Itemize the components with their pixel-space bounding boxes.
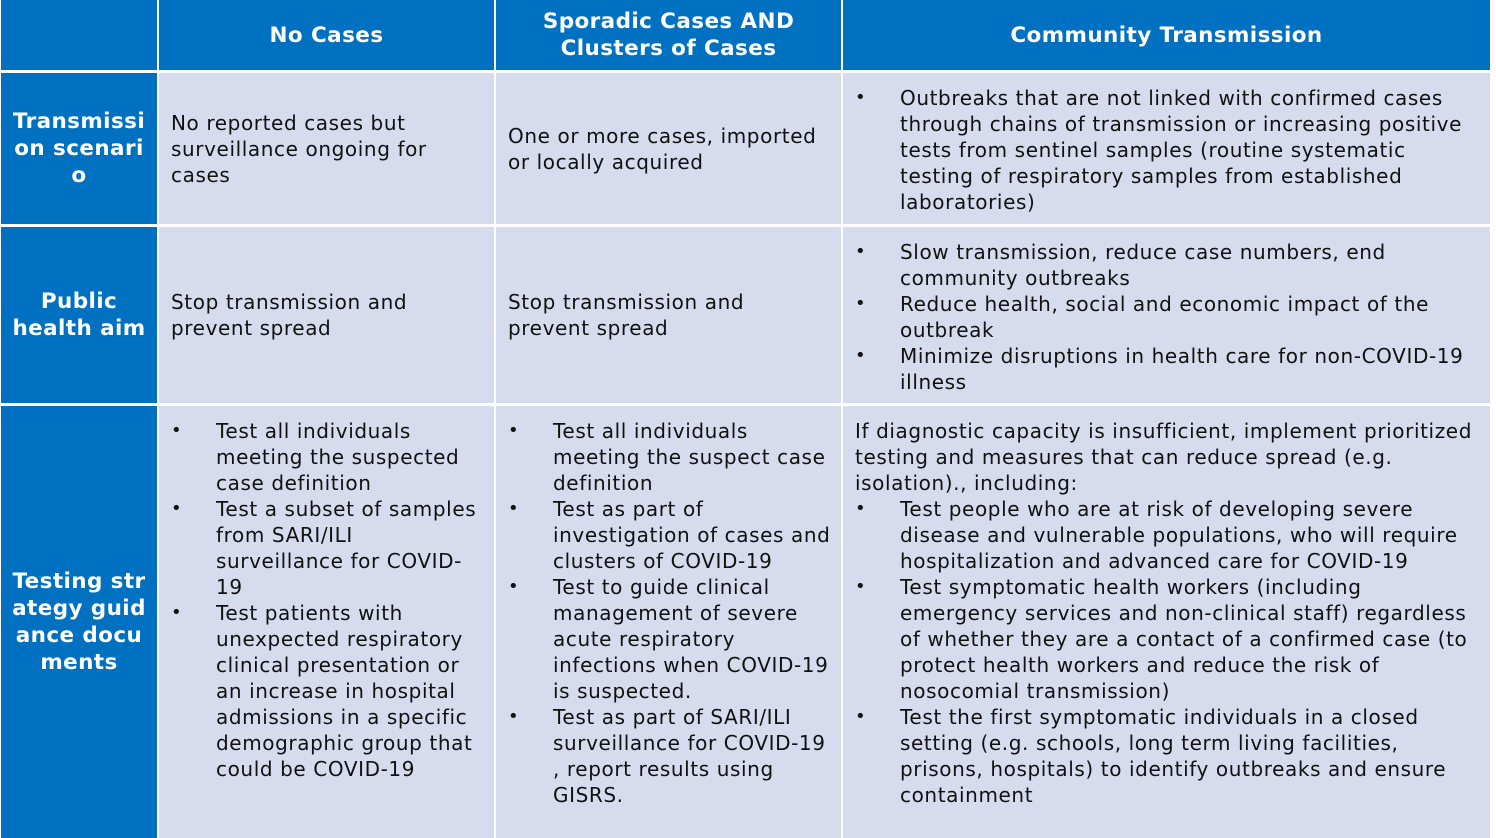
- column-header-community: Community Transmission: [843, 0, 1490, 70]
- cell-aim-sporadic: [496, 227, 841, 403]
- cell-testing-community: [843, 406, 1490, 838]
- bullet-list: [855, 85, 1480, 215]
- bullet-list: [508, 418, 831, 808]
- bullet-text: Test symptomatic health workers (including emergency services and non-clinical staff) regardless of whether they are a contact of a confirmed case (to protect health workers and reduce the risk of nosocomial transmission): [900, 575, 1468, 703]
- row-header-label: Public health aim: [12, 289, 146, 341]
- cell-testing-no-cases: [159, 406, 494, 838]
- cell-testing-sporadic: [496, 406, 841, 838]
- bullet-dot-icon: •: [508, 576, 520, 597]
- cell-aim-no-cases: [159, 227, 494, 403]
- bullet-item: [171, 496, 484, 600]
- row-header-testing-strategy: [1, 406, 157, 838]
- community-intro: If diagnostic capacity is insufficient, implement prioritized testing and measures that can reduce spread (e.g. isolation)., including:: [855, 419, 1473, 495]
- cell-text: Stop transmission and prevent spread: [508, 290, 745, 340]
- bullet-dot-icon: •: [508, 498, 520, 519]
- bullet-dot-icon: •: [855, 87, 867, 108]
- column-header-sporadic: [496, 0, 841, 70]
- cell-text: No reported cases but surveillance ongoing for cases: [171, 110, 427, 187]
- bullet-text: Test to guide clinical management of severe acute respiratory infections when COVID-19 is suspected.: [553, 575, 829, 703]
- row-header-label: Transmission scenario: [12, 109, 146, 188]
- bullet-item: [855, 704, 1480, 808]
- bullet-item: [855, 343, 1480, 395]
- bullet-item: [508, 418, 831, 496]
- cell-transmission-sporadic: [496, 73, 841, 224]
- bullet-dot-icon: •: [171, 498, 183, 519]
- bullet-dot-icon: •: [855, 576, 867, 597]
- bullet-text: Reduce health, social and economic impact of the outbreak: [900, 292, 1430, 342]
- bullet-dot-icon: •: [508, 706, 520, 727]
- bullet-dot-icon: •: [855, 293, 867, 314]
- bullet-list: [171, 418, 484, 782]
- row-header-transmission-scenario: [1, 73, 157, 224]
- bullet-dot-icon: •: [508, 420, 520, 441]
- bullet-item: [508, 574, 831, 704]
- bullet-item: [855, 574, 1480, 704]
- column-header-sporadic-label: Sporadic Cases AND Clusters of Cases: [542, 9, 795, 61]
- bullet-list: [855, 496, 1480, 808]
- bullet-item: [855, 496, 1480, 574]
- cell-text: Stop transmission and prevent spread: [171, 290, 408, 340]
- cell-transmission-no-cases: [159, 73, 494, 224]
- bullet-text: Test people who are at risk of developing severe disease and vulnerable populations, who will require hospitalization and advanced care for COVID-19: [900, 497, 1458, 573]
- bullet-item: [508, 496, 831, 574]
- row-header-label: Testing strategy guidance documents: [12, 569, 146, 675]
- bullet-item: [171, 600, 484, 782]
- bullet-dot-icon: •: [855, 498, 867, 519]
- bullet-dot-icon: •: [855, 345, 867, 366]
- bullet-text: Test all individuals meeting the suspected case definition: [216, 419, 460, 495]
- bullet-item: [855, 291, 1480, 343]
- column-header-no-cases: No Cases: [159, 0, 494, 70]
- bullet-text: Outbreaks that are not linked with confirmed cases through chains of transmission or increasing positive tests from sentinel samples (routine systematic testing of respiratory samples from established laboratories): [900, 86, 1462, 214]
- bullet-text: Minimize disruptions in health care for non-COVID-19 illness: [900, 344, 1464, 394]
- bullet-text: Test as part of SARI/ILI surveillance for COVID-19 , report results using GISRS.: [553, 705, 826, 807]
- bullet-dot-icon: •: [171, 602, 183, 623]
- bullet-dot-icon: •: [855, 706, 867, 727]
- bullet-text: Slow transmission, reduce case numbers, end community outbreaks: [900, 240, 1386, 290]
- cell-aim-community: [843, 227, 1490, 403]
- bullet-text: Test all individuals meeting the suspect case definition: [553, 419, 826, 495]
- row-header-public-health-aim: [1, 227, 157, 403]
- cell-text: One or more cases, imported or locally acquired: [508, 123, 817, 174]
- bullet-dot-icon: •: [855, 241, 867, 262]
- bullet-text: Test as part of investigation of cases and clusters of COVID-19: [553, 497, 831, 573]
- cell-transmission-community: [843, 73, 1490, 224]
- bullet-item: [171, 418, 484, 496]
- bullet-list: [855, 239, 1480, 395]
- bullet-item: [855, 239, 1480, 291]
- corner-cell: [1, 0, 157, 70]
- bullet-text: Test patients with unexpected respiratory clinical presentation or an increase in hospital admissions in a specific demographic group that could be COVID-19: [216, 601, 473, 781]
- bullet-item: [855, 85, 1480, 215]
- bullet-text: Test a subset of samples from SARI/ILI surveillance for COVID-19: [216, 497, 477, 599]
- bullet-item: [508, 704, 831, 808]
- bullet-text: Test the first symptomatic individuals in a closed setting (e.g. schools, long term living facilities, prisons, hospitals) to identify outbreaks and ensure containment: [900, 705, 1447, 807]
- bullet-dot-icon: •: [171, 420, 183, 441]
